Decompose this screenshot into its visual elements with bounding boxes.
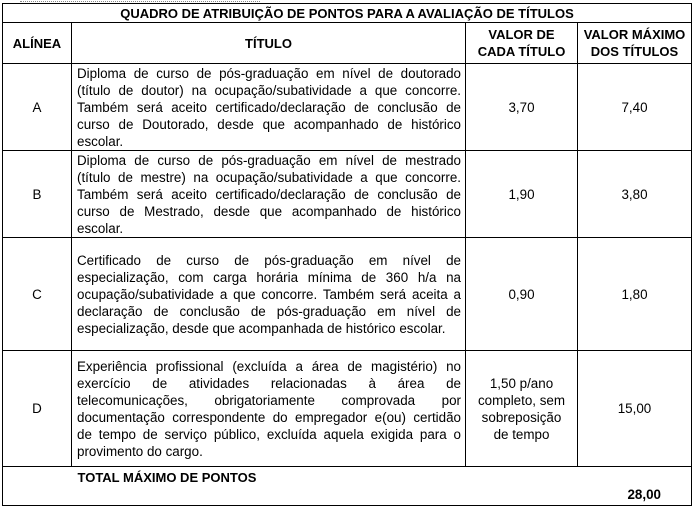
titulo-cell: Experiência profissional (excluída a área de magistério) no exercício de atividades relacionadas à área de telecomunicações, obrigatoriamente comprovada por documentação correspondente do empregador e(ou) certidão de tempo de serviço público, excluída aquela exigida para o provimento do cargo. — [72, 351, 466, 467]
total-spacer — [3, 467, 72, 506]
table-row — [3, 238, 692, 351]
header-valor-cada — [466, 23, 578, 64]
valor-cada-cell — [466, 351, 578, 467]
valor-cada-line: completo, sem — [477, 392, 566, 408]
alinea-cell: D — [3, 351, 72, 467]
valor-cada-line: de tempo — [493, 426, 550, 442]
table-row — [3, 351, 692, 467]
total-row — [3, 467, 692, 506]
header-valor-maximo-line-1: VALOR MÁXIMO — [583, 27, 686, 42]
valor-cada-cell: 0,90 — [466, 238, 578, 351]
total-label: TOTAL MÁXIMO DE PONTOS — [72, 467, 578, 506]
valor-cada-line: 1,50 p/ano — [489, 375, 554, 391]
table-title: QUADRO DE ATRIBUIÇÃO DE PONTOS PARA A AVALIAÇÃO DE TÍTULOS — [3, 4, 692, 23]
table-row — [3, 151, 692, 238]
header-valor-cada-line-2: CADA TÍTULO — [477, 44, 566, 59]
points-table — [2, 3, 692, 506]
valor-maximo-cell: 1,80 — [578, 238, 692, 351]
valor-maximo-cell: 7,40 — [578, 64, 692, 151]
header-valor-cada-line-1: VALOR DE — [488, 27, 555, 42]
valor-maximo-cell: 15,00 — [578, 351, 692, 467]
table-row — [3, 64, 692, 151]
titulo-cell: Diploma de curso de pós-graduação em nível de doutorado (título de doutor) na ocupação/subatividade a que concorre. Também será aceito certificado/declaração de conclusão de curso de Doutorado, desde que acompanhado de histórico escolar. — [72, 64, 466, 151]
alinea-cell: B — [3, 151, 72, 238]
table-header-row — [3, 23, 692, 64]
header-valor-maximo-line-2: DOS TÍTULOS — [590, 44, 679, 59]
valor-cada-cell: 3,70 — [466, 64, 578, 151]
header-alinea: ALÍNEA — [3, 23, 72, 64]
valor-maximo-cell: 3,80 — [578, 151, 692, 238]
header-titulo: TÍTULO — [72, 23, 466, 64]
table-title-row — [3, 4, 692, 23]
titulo-cell: Certificado de curso de pós-graduação em nível de especialização, com carga horária mínima de 360 h/a na ocupação/subatividade a que concorre. Também será aceita a declaração de conclusão de pós-graduação em nível de especialização, desde que acompanhada de histórico escolar. — [72, 238, 466, 351]
alinea-cell: A — [3, 64, 72, 151]
valor-cada-line: sobreposição — [481, 409, 562, 425]
total-value: 28,00 — [578, 467, 692, 506]
valor-cada-cell: 1,90 — [466, 151, 578, 238]
titulo-cell: Diploma de curso de pós-graduação em nível de mestrado (título de mestre) na ocupação/subatividade a que concorre. Também será aceito certificado/declaração de conclusão de curso de Mestrado, desde que acompanhado de histórico escolar. — [72, 151, 466, 238]
header-valor-maximo — [578, 23, 692, 64]
alinea-cell: C — [3, 238, 72, 351]
